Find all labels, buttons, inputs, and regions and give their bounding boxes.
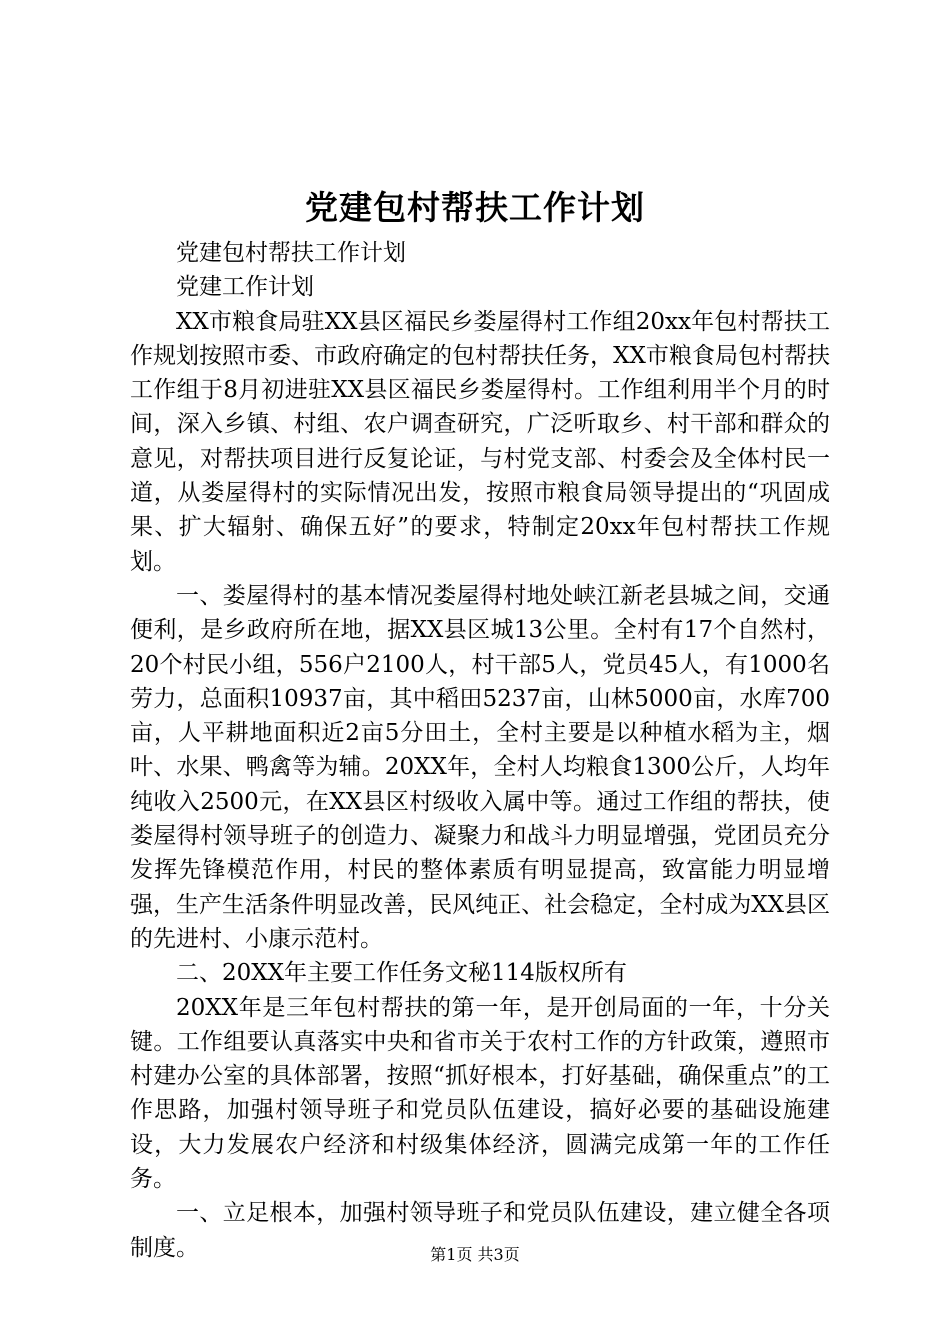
subtitle-paragraph: 党建工作计划	[176, 274, 314, 301]
body-paragraph: XX市粮食局驻XX县区福民乡娄屋得村工作组20xx年包村帮扶工作规划按照市委、市政府确定的包村帮扶任务，XX市粮食局包村帮扶工作组于8月初进驻XX县区福民乡娄屋得村。工作组利用半个月的时间，深入乡镇、村组、农户调查研究，广泛听取乡、村干部和群众的意见，对帮扶项目进行反复论证，与村党支部、村委会及全体村民一道，从娄屋得村的实际情况出发，按照市粮食局领导提出的“巩固成果、扩大辐射、确保五好”的要求，特制定20xx年包村帮扶工作规划。	[130, 308, 830, 575]
section-heading: 一、立足根本，加强村领导班子和党员队伍建设，建立健全各项制度。	[130, 1200, 830, 1261]
page-footer: 第1页 共3页	[430, 1245, 520, 1264]
section-heading: 二、20XX年主要工作任务文秘114版权所有	[176, 960, 627, 987]
document-title: 党建包村帮扶工作计划	[305, 188, 645, 227]
body-paragraph: 一、娄屋得村的基本情况娄屋得村地处峡江新老县城之间，交通便利，是乡政府所在地，据XX县区城13公里。全村有17个自然村，20个村民小组，556户2100人，村干部5人，党员45人，有1000名劳力，总面积10937亩，其中稻田5237亩，山林5000亩，水库700亩，人平耕地面积近2亩5分田土，全村主要是以种植水稻为主，烟叶、水果、鸭禽等为辅。20XX年，全村人均粮食1300公斤，人均年纯收入2500元，在XX县区村级收入属中等。通过工作组的帮扶，使娄屋得村领导班子的创造力、凝聚力和战斗力明显增强，党团员充分发挥先锋模范作用，村民的整体素质有明显提高，致富能力明显增强，生产生活条件明显改善，民风纯正、社会稳定，全村成为XX县区的先进村、小康示范村。	[130, 582, 830, 952]
body-paragraph: 20XX年是三年包村帮扶的第一年，是开创局面的一年，十分关键。工作组要认真落实中央和省市关于农村工作的方针政策，遵照市村建办公室的具体部署，按照“抓好根本，打好基础，确保重点”的工作思路，加强村领导班子和党员队伍建设，搞好必要的基础设施建设，大力发展农户经济和村级集体经济，圆满完成第一年的工作任务。	[130, 994, 830, 1193]
subtitle-paragraph: 党建包村帮扶工作计划	[176, 240, 406, 266]
document-body	[130, 236, 830, 1265]
